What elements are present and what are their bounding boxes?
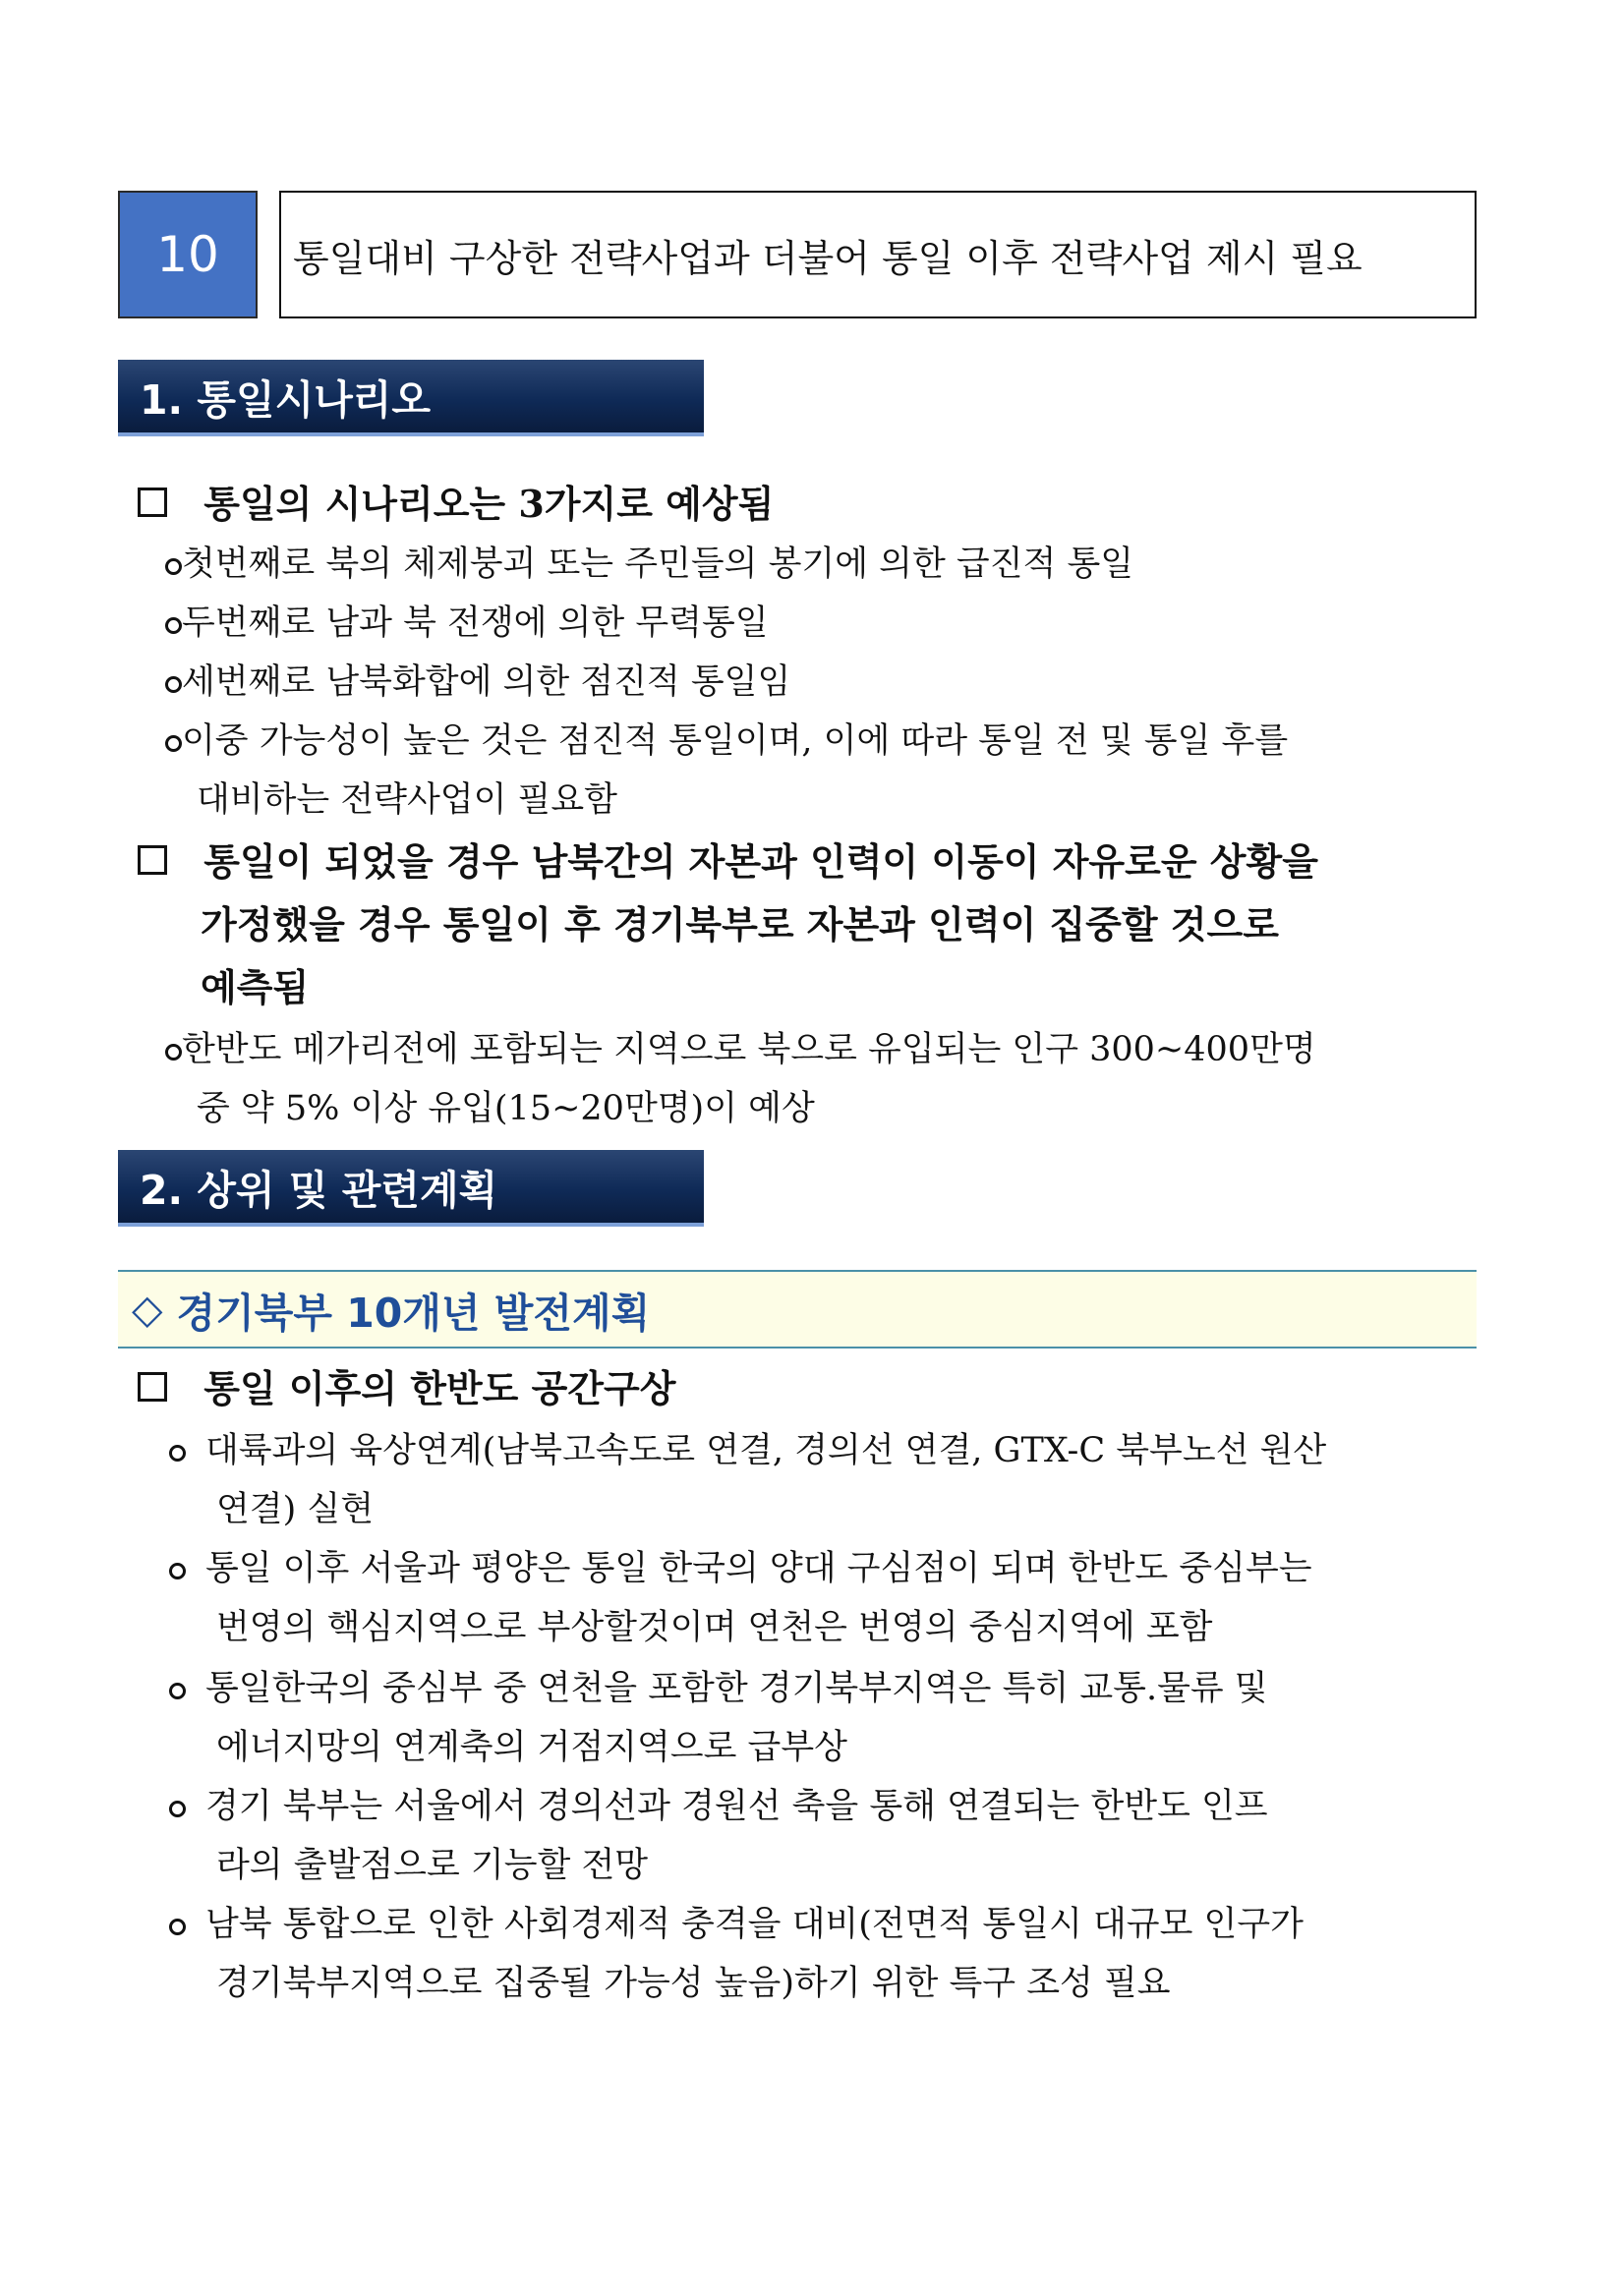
circle-bullet-icon bbox=[169, 1445, 186, 1462]
circle-bullet-icon bbox=[165, 676, 182, 693]
circle-bullet-icon bbox=[165, 735, 182, 752]
checkbox-square-icon bbox=[138, 488, 167, 517]
section-1-heading-1 bbox=[138, 474, 774, 528]
bullet-line bbox=[169, 1423, 1326, 1472]
checkbox-square-icon bbox=[138, 845, 167, 875]
subsection-title-bar bbox=[118, 1270, 1477, 1349]
section-1-title-bar: 1. 통일시나리오 bbox=[118, 360, 704, 436]
bullet-text: 세번째로 남북화합에 의한 점진적 통일임 bbox=[182, 662, 791, 702]
bullet-continuation: 라의 출발점으로 기능할 전망 bbox=[216, 1846, 649, 1885]
section-1-heading-2 bbox=[138, 832, 1318, 886]
bullet-continuation: 중 약 5% 이상 유입(15~20만명)이 예상 bbox=[197, 1089, 815, 1128]
section-2-title-bar: 2. 상위 및 관련계획 bbox=[118, 1150, 704, 1227]
bullet-line bbox=[169, 1541, 1312, 1590]
bullet-line bbox=[165, 537, 1133, 586]
item-number-badge: 10 bbox=[118, 191, 258, 318]
bullet-text: 두번째로 남과 북 전쟁에 의한 무력통일 bbox=[182, 603, 769, 643]
bullet-text: 남북 통합으로 인한 사회경제적 충격을 대비(전면적 통일시 대규모 인구가 bbox=[205, 1905, 1304, 1944]
bullet-line bbox=[169, 1897, 1304, 1946]
circle-bullet-icon bbox=[169, 1563, 186, 1579]
section-2-heading bbox=[138, 1358, 675, 1412]
bullet-line bbox=[169, 1661, 1268, 1710]
heading-continuation: 가정했을 경우 통일이 후 경기북부로 자본과 인력이 집중할 것으로 bbox=[201, 902, 1279, 947]
subsection-title: 경기북부 10개년 발전계획 bbox=[176, 1289, 651, 1337]
circle-bullet-icon bbox=[169, 1919, 186, 1935]
circle-bullet-icon bbox=[169, 1683, 186, 1699]
bullet-continuation: 번영의 핵심지역으로 부상할것이며 연천은 번영의 중심지역에 포함 bbox=[216, 1608, 1213, 1647]
circle-bullet-icon bbox=[169, 1801, 186, 1817]
bullet-text: 경기 북부는 서울에서 경의선과 경원선 축을 통해 연결되는 한반도 인프 bbox=[205, 1787, 1268, 1826]
item-title: 통일대비 구상한 전략사업과 더불어 통일 이후 전략사업 제시 필요 bbox=[279, 191, 1477, 318]
bullet-line bbox=[165, 714, 1288, 763]
bullet-continuation: 대비하는 전략사업이 필요함 bbox=[197, 780, 617, 820]
diamond-icon: ◇ bbox=[132, 1286, 163, 1333]
bullet-text: 한반도 메가리전에 포함되는 지역으로 북으로 유입되는 인구 300~400만명 bbox=[182, 1030, 1316, 1069]
checkbox-square-icon bbox=[138, 1372, 167, 1402]
heading-text: 통일이 되었을 경우 남북간의 자본과 인력이 이동이 자유로운 상황을 bbox=[203, 839, 1318, 884]
heading-text: 통일 이후의 한반도 공간구상 bbox=[203, 1366, 676, 1410]
circle-bullet-icon bbox=[165, 617, 182, 634]
bullet-text: 통일한국의 중심부 중 연천을 포함한 경기북부지역은 특히 교통.물류 및 bbox=[205, 1669, 1268, 1708]
bullet-continuation: 연결) 실현 bbox=[216, 1490, 375, 1529]
bullet-continuation: 경기북부지역으로 집중될 가능성 높음)하기 위한 특구 조성 필요 bbox=[216, 1964, 1171, 2003]
circle-bullet-icon bbox=[165, 558, 182, 575]
bullet-text: 통일 이후 서울과 평양은 통일 한국의 양대 구심점이 되며 한반도 중심부는 bbox=[205, 1549, 1312, 1588]
heading-continuation: 예측됨 bbox=[201, 965, 310, 1009]
bullet-line bbox=[165, 655, 790, 704]
circle-bullet-icon bbox=[165, 1044, 182, 1061]
bullet-line bbox=[169, 1779, 1268, 1828]
bullet-text: 이중 가능성이 높은 것은 점진적 통일이며, 이에 따라 통일 전 및 통일 후를 bbox=[182, 721, 1289, 761]
bullet-text: 첫번째로 북의 체제붕괴 또는 주민들의 봉기에 의한 급진적 통일 bbox=[182, 545, 1134, 584]
bullet-line bbox=[165, 596, 769, 645]
bullet-text: 대륙과의 육상연계(남북고속도로 연결, 경의선 연결, GTX-C 북부노선 원산 bbox=[205, 1431, 1327, 1470]
bullet-line bbox=[165, 1022, 1316, 1071]
heading-text: 통일의 시나리오는 3가지로 예상됨 bbox=[203, 482, 775, 526]
bullet-continuation: 에너지망의 연계축의 거점지역으로 급부상 bbox=[216, 1728, 847, 1767]
